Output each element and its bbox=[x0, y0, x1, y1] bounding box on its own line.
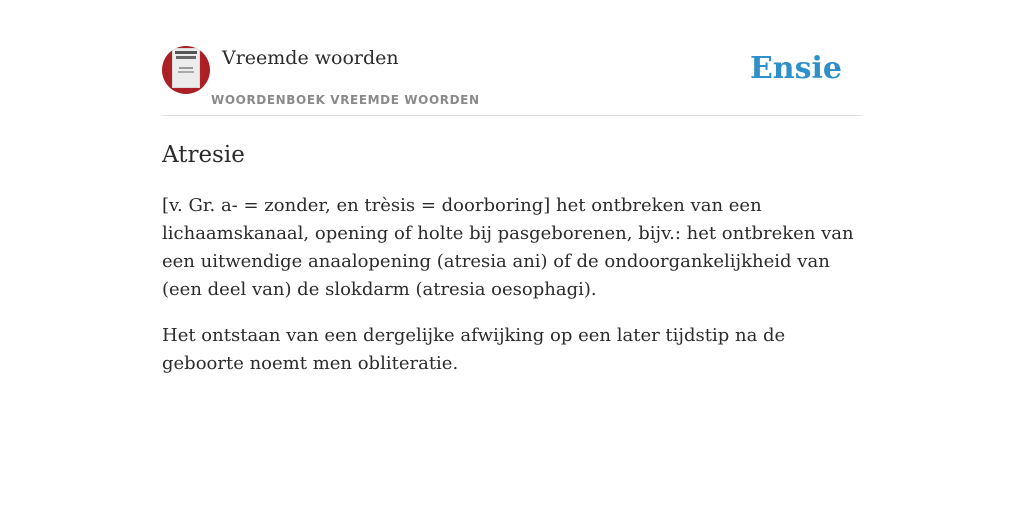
entry-term: Atresie bbox=[162, 142, 245, 168]
site-subtitle: WOORDENBOEK VREEMDE WOORDEN bbox=[211, 93, 480, 107]
book-cover-icon[interactable] bbox=[162, 46, 210, 94]
book-cover bbox=[173, 49, 199, 87]
header bbox=[162, 46, 862, 116]
entry-paragraph: [v. Gr. a- = zonder, en trèsis = doorboring] het ontbreken van een lichaamskanaal, opening of holte bij pasgeborenen, bijv.: het ontbreken van een uitwendige anaalopening (atresia ani) of de ondoorgankelijkheid van (een deel van) de slokdarm (atresia oesophagi). bbox=[162, 195, 854, 300]
page-container bbox=[162, 46, 862, 378]
entry-paragraph: Het ontstaan van een dergelijke afwijking op een later tijdstip na de geboorte noemt men obliteratie. bbox=[162, 325, 786, 374]
site-title[interactable]: Vreemde woorden bbox=[222, 47, 399, 69]
brand-logo[interactable]: Ensie bbox=[749, 51, 842, 86]
